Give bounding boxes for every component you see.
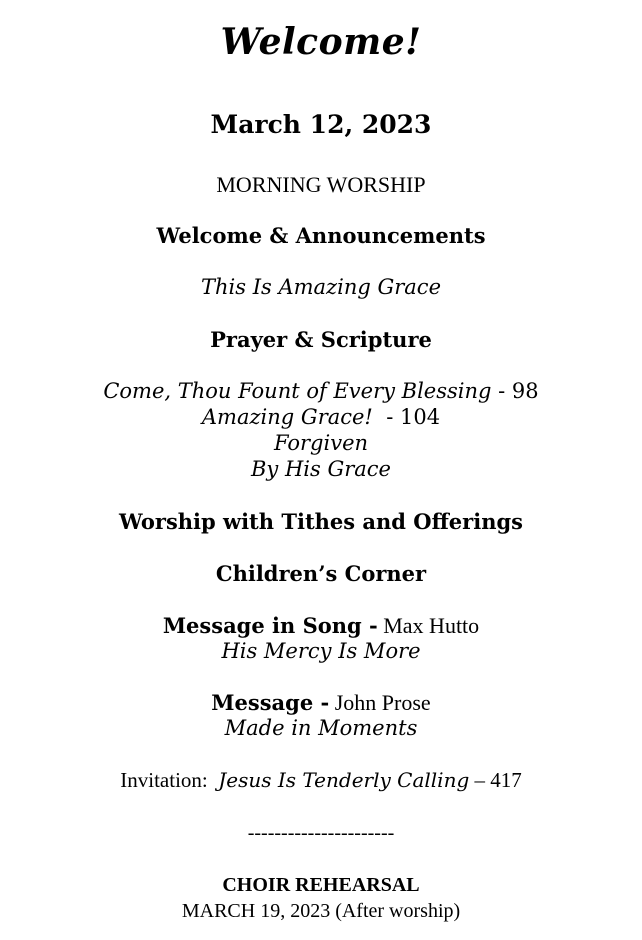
- welcome-title: Welcome!: [220, 21, 422, 63]
- hymn-title: Amazing Grace!: [201, 405, 373, 429]
- choir-rehearsal-date: MARCH 19, 2023 (After worship): [181, 900, 461, 922]
- invitation-number: – 417: [469, 768, 522, 792]
- song-amazing-grace: This Is Amazing Grace: [201, 275, 441, 299]
- hymn-amazing-grace: [0, 407, 642, 428]
- hymn-come-thou-fount: [0, 381, 642, 402]
- song-forgiven: Forgiven: [273, 431, 369, 455]
- service-name: MORNING WORSHIP: [216, 172, 426, 197]
- invitation-title: Jesus Is Tenderly Calling: [218, 768, 470, 792]
- hymn-title: Come, Thou Fount of Every Blessing: [103, 379, 492, 403]
- song-by-his-grace: By His Grace: [251, 457, 391, 481]
- service-date: March 12, 2023: [210, 110, 432, 139]
- tithes-offerings: Worship with Tithes and Offerings: [119, 509, 523, 534]
- message-person: John Prose: [329, 690, 431, 715]
- hymn-number: - 104: [372, 405, 441, 429]
- prayer-scripture: Prayer & Scripture: [210, 327, 432, 352]
- section-divider: ----------------------: [247, 822, 395, 844]
- hymn-number: - 98: [491, 379, 539, 403]
- invitation-label: Invitation:: [120, 768, 219, 792]
- message-label: Message -: [211, 690, 330, 715]
- welcome-announcements: Welcome & Announcements: [156, 223, 486, 248]
- message: [0, 692, 642, 714]
- choir-rehearsal-title: CHOIR REHEARSAL: [222, 874, 420, 896]
- message-song-label: Message in Song -: [162, 613, 378, 638]
- message-song-person: Max Hutto: [377, 613, 480, 638]
- message-song-title: His Mercy Is More: [221, 639, 421, 663]
- message-title: Made in Moments: [224, 716, 418, 740]
- childrens-corner: Children’s Corner: [215, 561, 427, 586]
- message-in-song: [0, 615, 642, 637]
- invitation: [0, 770, 642, 791]
